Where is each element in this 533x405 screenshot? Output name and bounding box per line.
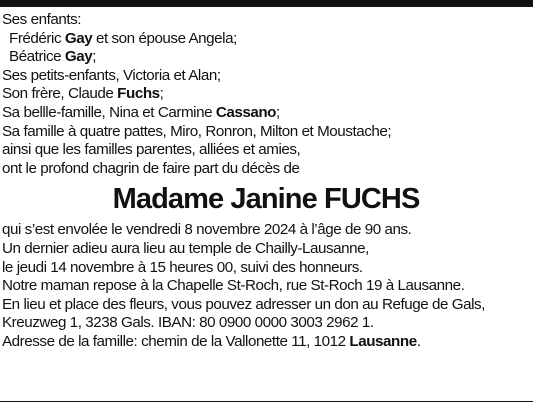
brother-punct: ;	[159, 85, 164, 103]
ceremony-location-line	[2, 240, 530, 259]
children-heading-text: Ses enfants:	[2, 11, 82, 28]
in-laws-names: Sa bellle-famille, Nina et Carmine	[2, 103, 216, 121]
pets-text: Sa famille à quatre pattes, Miro, Ronron, Milton et Moustache;	[2, 122, 392, 140]
donation-line	[2, 296, 530, 315]
ceremony-time-line	[2, 259, 530, 278]
grandchildren-text: Ses petits-enfants, Victoria et Alan;	[2, 66, 221, 84]
repose-location-line	[2, 277, 530, 296]
ceremony-time-text: le jeudi 14 novembre à 15 heures 00, suivi des honneurs.	[2, 258, 363, 276]
child-beatrice-name: Béatrice	[9, 48, 65, 66]
family-address-line	[2, 333, 530, 352]
death-notice	[2, 11, 530, 352]
child-frederic	[2, 30, 530, 49]
announcement-line	[2, 160, 530, 179]
donation-text: En lieu et place des fleurs, vous pouvez adresser un don au Refuge de Gals,	[2, 295, 485, 313]
brother-line	[2, 85, 530, 104]
pets-line	[2, 123, 530, 142]
donation-address-line	[2, 314, 530, 333]
family-address-punct: .	[416, 332, 421, 350]
ceremony-location-text: Un dernier adieu aura lieu au temple de Chailly-Lausanne,	[2, 239, 369, 257]
children-heading	[2, 11, 530, 30]
in-laws-line	[2, 104, 530, 123]
child-beatrice-surname: Gay	[64, 48, 93, 66]
child-beatrice	[2, 48, 530, 67]
child-frederic-surname: Gay	[64, 29, 93, 47]
repose-location-text: Notre maman repose à la Chapelle St-Roch, rue St-Roch 19 à Lausanne.	[2, 277, 465, 295]
bottom-border-rule	[0, 401, 533, 402]
child-frederic-name: Frédéric	[9, 29, 65, 47]
death-date-text: qui s’est envolée le vendredi 8 novembre 2024 à l’âge de 90 ans.	[2, 221, 412, 239]
extended-family-text: ainsi que les familles parentes, alliées et amies,	[2, 141, 301, 159]
donation-address-text: Kreuzweg 1, 3238 Gals. IBAN: 80 0900 0000 3003 2962 1.	[2, 314, 374, 332]
top-border-rule	[0, 0, 533, 7]
in-laws-punct: ;	[276, 103, 280, 121]
death-date-line	[2, 221, 530, 240]
child-frederic-spouse: et son épouse Angela;	[92, 29, 237, 47]
in-laws-surname: Cassano	[215, 103, 277, 121]
deceased-name-heading: Madame Janine FUCHS	[112, 183, 420, 216]
child-beatrice-punct: ;	[92, 48, 97, 66]
grandchildren-line	[2, 67, 530, 86]
brother-surname: Fuchs	[117, 85, 160, 103]
extended-family-line	[2, 141, 530, 160]
family-address-city: Lausanne	[349, 332, 417, 350]
announcement-text: ont le profond chagrin de faire part du décès de	[2, 159, 300, 177]
family-address-text: Adresse de la famille: chemin de la Vallonette 11, 1012	[2, 332, 350, 350]
brother-name: Son frère, Claude	[2, 85, 118, 103]
